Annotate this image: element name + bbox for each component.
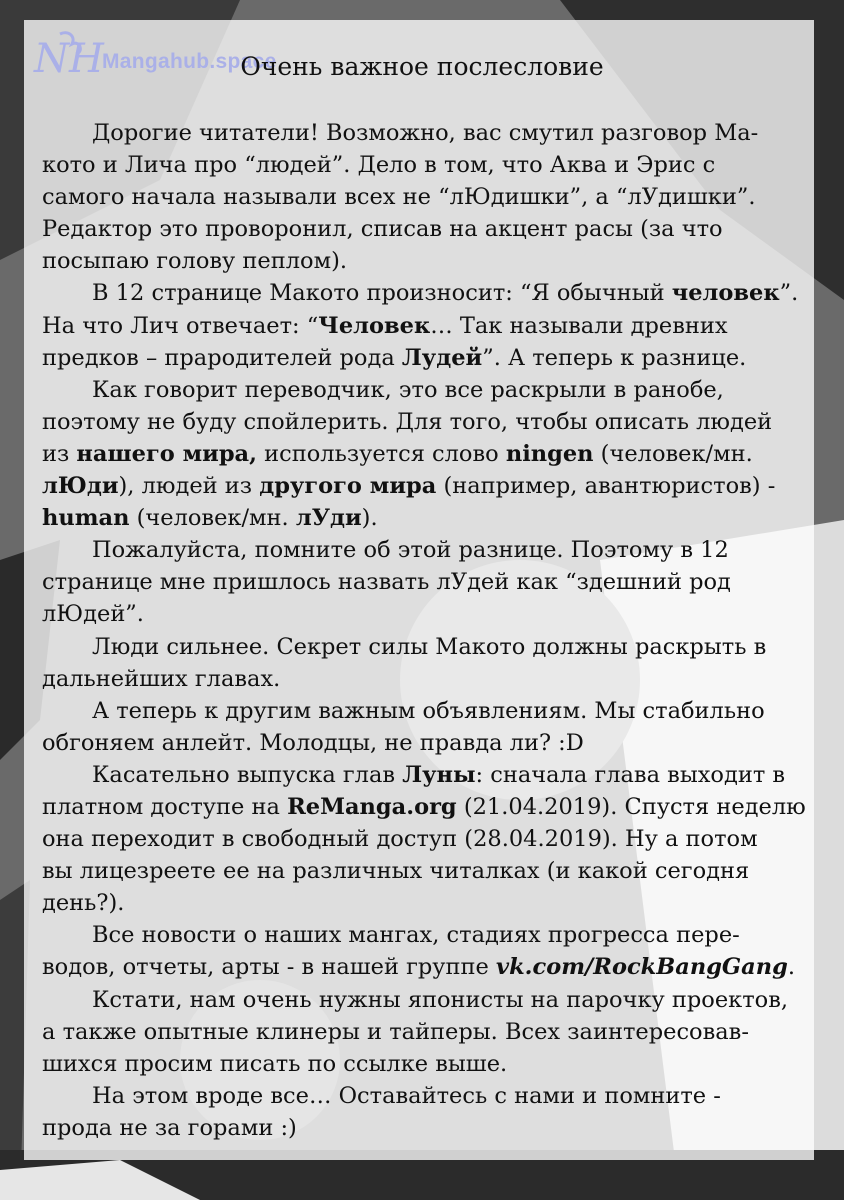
link-text: vk.com/RockBangGang <box>496 954 788 981</box>
text-run: дальнейших главах. <box>42 665 281 692</box>
page-title: Очень важное послесловие <box>240 52 604 81</box>
bold-text: ningen <box>505 440 594 467</box>
text-run: Как говорит переводчик, это все раскрыли в ранобе, <box>92 376 724 403</box>
paragraph <box>42 534 827 630</box>
text-run: Все новости о наших мангах, стадиях прогресса пере- <box>92 922 740 949</box>
paragraph <box>42 1080 827 1144</box>
text-run: обгоняем анлейт. Молодцы, не правда ли? :D <box>42 729 584 756</box>
text-run: . <box>787 954 795 981</box>
text-run: ), людей из <box>118 473 260 500</box>
text-run: Пожалуйста, помните об этой разнице. Поэтому в 12 <box>92 537 729 564</box>
paragraph <box>42 631 827 695</box>
text-run: странице мне пришлось назвать лУдей как “здешний род <box>42 569 731 596</box>
text-run: предков – прародителей рода <box>42 344 402 371</box>
paragraph <box>42 695 827 759</box>
text-run: Касательно выпуска глав <box>92 761 403 788</box>
afterword-body <box>42 117 827 1144</box>
text-run: Кстати, нам очень нужны японисты на парочку проектов, <box>92 986 789 1013</box>
text-run: лЮдей”. <box>42 601 144 628</box>
paragraph <box>42 759 827 919</box>
text-run: день?). <box>42 890 125 917</box>
text-run: прода не за горами :) <box>42 1114 297 1141</box>
text-run: (например, авантюристов) - <box>436 473 776 500</box>
text-run: (человек/мн. <box>593 440 753 467</box>
bold-text: лУди <box>295 505 362 532</box>
bold-text: другого мира <box>259 473 437 500</box>
text-run: ”. <box>779 280 799 307</box>
svg-text:NH: NH <box>34 36 104 82</box>
text-run: Люди сильнее. Секрет силы Макото должны раскрыть в <box>92 633 767 660</box>
bold-text: Человек <box>318 312 431 339</box>
paragraph <box>42 277 827 373</box>
text-run: водов, отчеты, арты - в нашей группе <box>42 954 497 981</box>
paragraph <box>42 919 827 983</box>
text-run: В 12 странице Макото произносит: “Я обычный <box>92 280 672 307</box>
text-run: а также опытные клинеры и тайперы. Всех заинтересовав- <box>42 1018 749 1045</box>
text-run: платном доступе на <box>42 793 288 820</box>
text-run: из <box>42 440 77 467</box>
bold-text: нашего мира, <box>76 440 257 467</box>
text-run: поэтому не буду спойлерить. Для того, чтобы описать людей <box>42 408 773 435</box>
text-run: На что Лич отвечает: “ <box>42 312 319 339</box>
text-run: Дорогие читатели! Возможно, вас смутил разговор Ма- <box>92 120 759 146</box>
text-run: Редактор это проворонил, списав на акцент расы (за что <box>42 216 723 243</box>
text-run: (21.04.2019). Спустя неделю <box>456 793 806 820</box>
text-run: самого начала называли всех не “лЮдишки”, а “лУдишки”. <box>42 184 756 211</box>
bold-text: Луны <box>402 761 476 788</box>
text-run: … Так называли древних <box>430 312 728 339</box>
text-run: : сначала глава выходит в <box>475 761 786 788</box>
text-run: шихся просим писать по ссылке выше. <box>42 1050 508 1077</box>
text-run: посыпаю голову пеплом). <box>42 248 348 275</box>
text-run: кото и Лича про “людей”. Дело в том, что Аква и Эрис с <box>42 152 716 179</box>
text-run: используется слово <box>256 440 506 467</box>
text-run: вы лицезреете ее на различных читалках (и какой сегодня <box>42 858 750 885</box>
bold-text: Лудей <box>401 344 483 371</box>
bold-text: ReManga.org <box>287 793 457 820</box>
bold-text: human <box>42 505 130 532</box>
text-run: А теперь к другим важным объявлениям. Мы стабильно <box>92 697 765 724</box>
bold-text: человек <box>671 280 780 307</box>
bold-text: лЮди <box>42 473 119 500</box>
text-run: ”. А теперь к разнице. <box>482 344 747 371</box>
text-run: (человек/мн. <box>129 505 296 532</box>
paragraph <box>42 984 827 1080</box>
paragraph <box>42 117 827 277</box>
paragraph <box>42 374 827 534</box>
text-run: ). <box>361 505 378 532</box>
text-run: она переходит в свободный доступ (28.04.2019). Ну а потом <box>42 826 758 853</box>
logo-text: Mangahub.space <box>102 50 277 73</box>
text-run: На этом вроде все… Оставайтесь с нами и помните - <box>92 1082 721 1109</box>
